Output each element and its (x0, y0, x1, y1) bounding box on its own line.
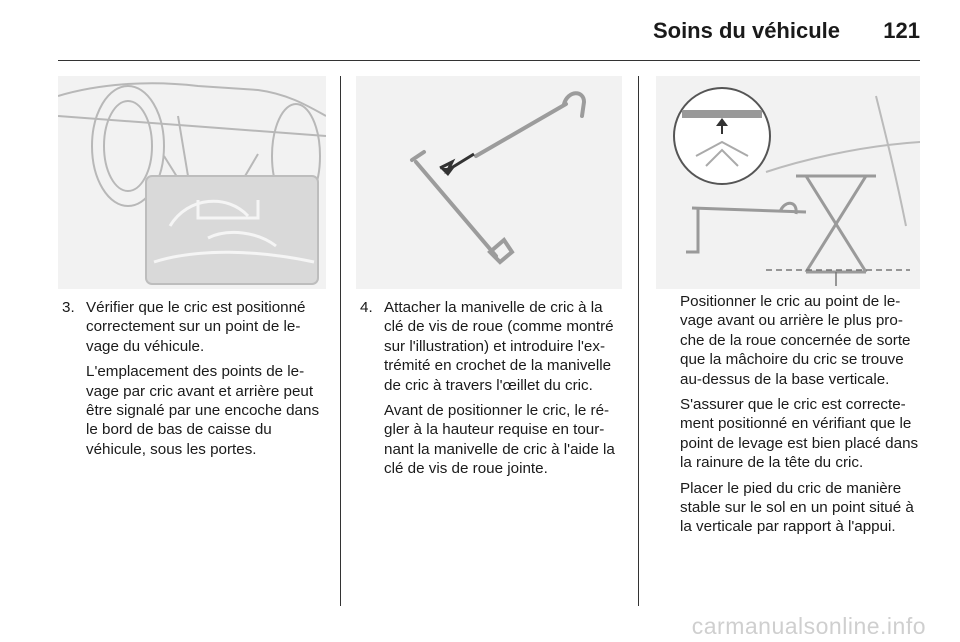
step-4-number: 4. (360, 299, 373, 316)
jack-paragraph-3: Placer le pied du cric de manière stable sur le sol en un point situé à la verticale par rapport à l'appui. (680, 479, 914, 536)
illustration-jack-crank (356, 76, 622, 289)
step-3 (62, 298, 328, 356)
step-3-note: L'emplacement des points de le-vage par cric avant et arrière peut être signalé par une encoche dans le bord de bas de caisse du véhicule, sous les portes. (86, 363, 320, 458)
column-2-text (360, 298, 626, 485)
step-4 (360, 298, 626, 395)
column-3-text (680, 292, 922, 543)
step-4-note: Avant de positionner le cric, le ré-gler à la hauteur requise en tour-nant la manivelle de cric à l'aide la clé de vis de roue jointe. (384, 402, 615, 478)
step-3-text: Vérifier que le cric est positionné correctement sur un point de le-vage du véhicule. (86, 299, 306, 355)
illustration-jack-positioning (656, 76, 920, 289)
jack-paragraph-2: S'assurer que le cric est correcte-ment positionné en vérifiant que le point de levage est bien placé dans la rainure de la tête du cric. (680, 396, 919, 472)
step-4-text: Attacher la manivelle de cric à la clé de vis de roue (comme montré sur l'illustration) et introduire l'ex-trémité en crochet de la manivelle de cric à travers l'œillet du cric. (384, 299, 614, 394)
step-3-number: 3. (62, 299, 75, 316)
column-divider-1 (340, 76, 341, 606)
column-divider-2 (638, 76, 639, 606)
jack-paragraph-1: Positionner le cric au point de le-vage avant ou arrière le plus pro-che de la roue concernée de sorte que la mâchoire du cric se trouve au-dessus de la base verticale. (680, 293, 911, 388)
page-number: 121 (883, 18, 920, 43)
illustration-jacking-point (58, 76, 326, 289)
column-1-text (62, 298, 328, 465)
watermark: carmanualsonline.info (691, 613, 926, 639)
header-rule (58, 60, 920, 61)
page-title: Soins du véhicule (652, 18, 840, 43)
